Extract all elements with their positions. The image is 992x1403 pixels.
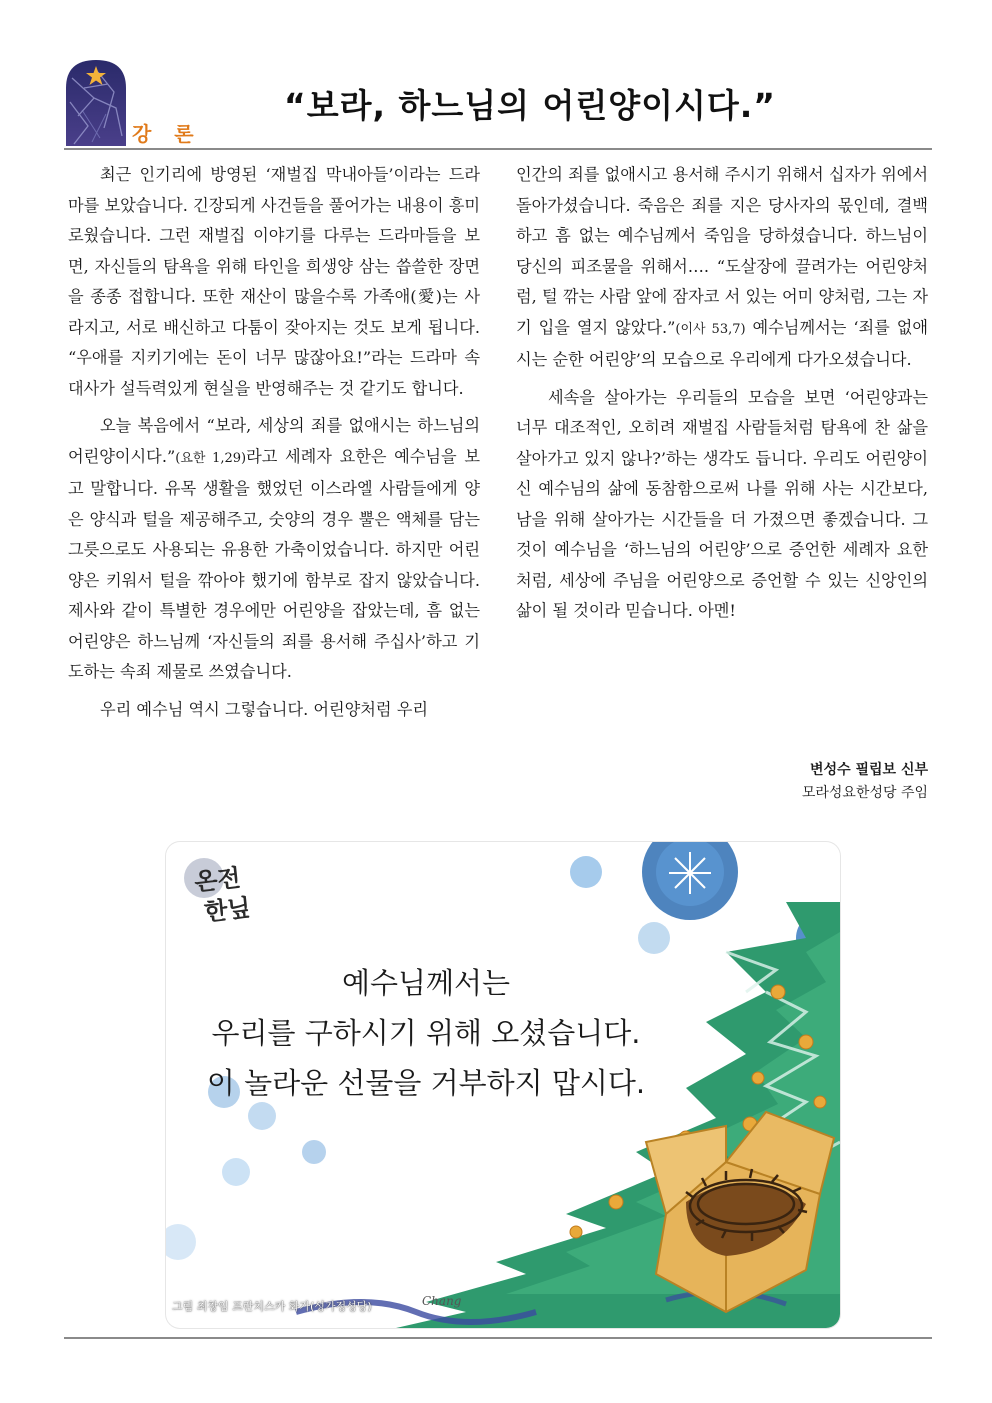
header-divider	[64, 148, 932, 150]
footer-divider	[64, 1337, 932, 1339]
sermon-text: 인간의 죄를 없애시고 용서해 주시기 위해서 십자가 위에서 돌아가셨습니다. 죽음은 죄를 지은 당사자의 몫인데, 결백하고 흠 없는 예수님께서 죽임을 당하셨습니다. 하느님이 당신의 피조물을 위해서…. “도살장에 끌려가는 어린양처럼, 털 깎는 사람 앞에 잠자코 서 있는 어미 양처럼, 그는 자기 입을 열지 않았다.”	[516, 165, 928, 337]
author-role: 모라성요한성당 주임	[801, 785, 928, 801]
author-name: 변성수 필립보 신부	[810, 762, 928, 778]
sermon-text: 오늘 복음에서 “보라, 세상의 죄를 없애시는 하느님의 어린양이시다.”	[68, 416, 480, 466]
badge-text: 한닢	[202, 893, 252, 927]
sermon-paragraph: 최근 인기리에 방영된 ‘재벌집 막내아들’이라는 드라마를 보았습니다. 긴장되게 사건들을 풀어가는 내용이 흥미로웠습니다. 그런 재벌집 이야기를 다루는 드라마들을 보면, 자신들의 탐욕을 위해 타인을 희생양 삼는 씁쓸한 장면을 종종 접합니다. 또한 재산이 많을수록 가족애(愛)는 사라지고, 서로 배신하고 다툼이 잦아지는 것도 보게 됩니다. “우애를 지키기에는 돈이 너무 많잖아요!”라는 드라마 속 대사가 설득력있게 현실을 반영해주는 것 같기도 합니다.	[68, 165, 480, 398]
card-message-line: 예수님께서는	[341, 966, 511, 1000]
sermon-paragraph: 우리 예수님 역시 그렇습니다. 어린양처럼 우리	[100, 699, 428, 719]
illustration-credit: 그림 최창임 프란치스카 화가(성가정성당)	[172, 1300, 372, 1313]
scripture-citation: (이사 53,7)	[675, 321, 746, 337]
star-icon	[669, 852, 711, 894]
card-message	[206, 958, 646, 1108]
card-message-line: 이 놀라운 선물을 거부하지 맙시다.	[206, 1066, 646, 1100]
scripture-citation: (요한 1,29)	[175, 450, 247, 466]
sermon-paragraph: 세속을 살아가는 우리들의 모습을 보면 ‘어린양과는 너무 대조적인, 오히려 재벌집 사람들처럼 탐욕에 찬 삶을 살아가고 있지 않나?’하는 생각도 듭니다. 우리도 어린양이신 예수님의 삶에 동참함으로써 나를 위해 사는 시간보다, 남을 위해 살아가는 시간들을 더 가졌으면 좋겠습니다. 그것이 예수님을 ‘하느님의 어린양’으로 증언한 세례자 요한처럼, 세상에 주님을 어린양으로 증언할 수 있는 신앙인의 삶이 될 것이라 믿습니다. 아멘!	[516, 387, 928, 620]
card-badge	[178, 854, 258, 927]
sermon-text: 라고 세례자 요한은 예수님을 보고 말합니다. 유목 생활을 했었던 이스라엘 사람들에게 양은 양식과 털을 제공해주고, 숫양의 경우 뿔은 액체를 담는 그릇으로도 사용되는 유용한 가축이었습니다. 하지만 어린양은 키워서 털을 깎아야 했기에 함부로 잡지 않았습니다. 제사와 같이 특별한 경우에만 어린양을 잡았는데, 흠 없는 어린양은 하느님께 ‘자신들의 죄를 용서해 주십사’하고 기도하는 속죄 제물로 쓰였습니다.	[68, 446, 480, 681]
badge-text: 온전	[192, 863, 242, 897]
artist-signature: Chang	[422, 1294, 462, 1308]
sermon-left-column	[68, 160, 480, 732]
sermon-paragraph	[68, 411, 480, 688]
page-title: “보라, 하느님의 어린양이시다.”	[284, 86, 776, 125]
illustration-card	[166, 842, 840, 1328]
stained-glass-star-icon	[64, 58, 128, 146]
sermon-paragraph	[516, 160, 928, 376]
sermon-right-column	[516, 160, 928, 634]
section-label: 강 론	[132, 122, 202, 146]
sermon-text: 예수님께서는 ‘죄를 없애시는 순한 어린양’의 모습으로 우리에게 다가오셨습니다.	[516, 317, 928, 369]
card-message-line: 우리를 구하시기 위해 오셨습니다.	[211, 1016, 641, 1050]
